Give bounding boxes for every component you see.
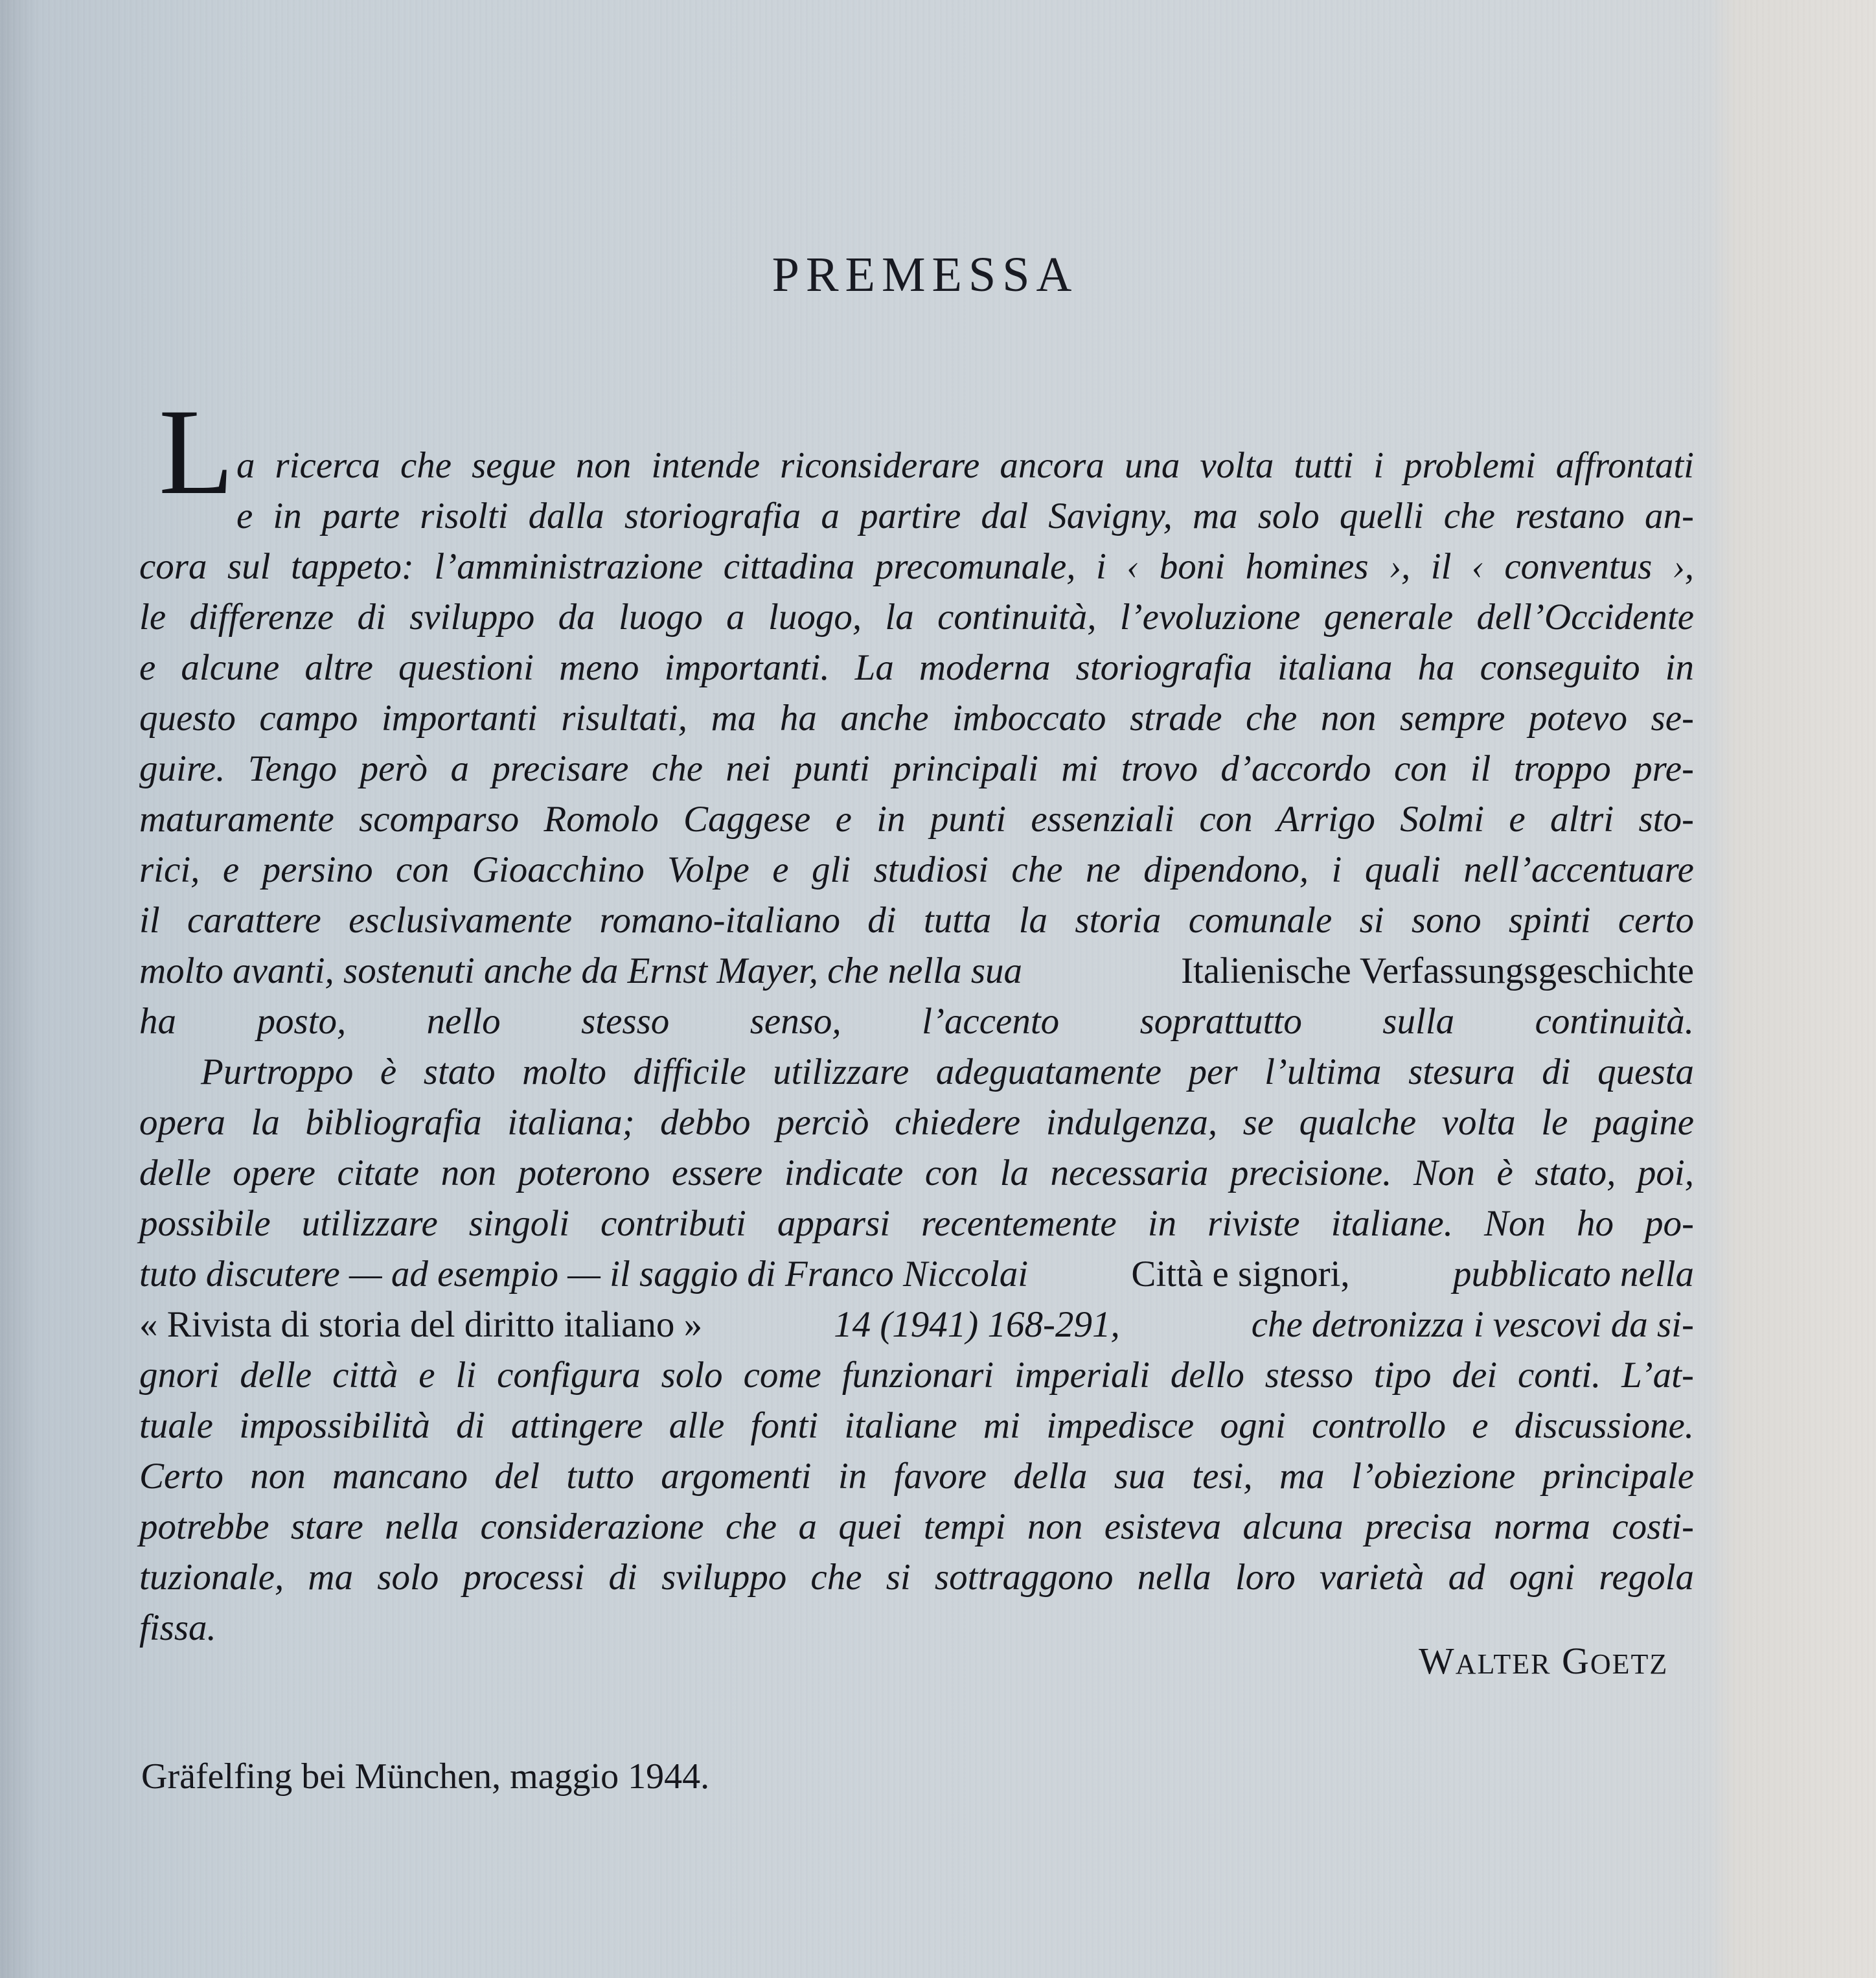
text-line: e alcune altre questioni meno importanti. La moderna storiografia italiana ha conseguito in (139, 647, 1694, 688)
text-line: cora sul tappeto: l’amministrazione cittadina precomunale, i ‹ boni homines ›, il ‹ conventus ›, (139, 546, 1694, 587)
place-and-date: Gräfelfing bei München, maggio 1944. (141, 1756, 710, 1797)
signature-initial: G (1561, 1640, 1590, 1682)
page-title: PREMESSA (772, 247, 1079, 302)
text-segment: che detronizza i vescovi da si- (1251, 1304, 1694, 1345)
text-line: a ricerca che segue non intende riconsiderare ancora una volta tutti i problemi affrontati (236, 445, 1694, 486)
signature-first-name: ALTER (1455, 1648, 1551, 1680)
text-line: delle opere citate non poterono essere indicate con la necessaria precisione. Non è stato, poi, (139, 1153, 1694, 1193)
essay-title: Città e signori, (1131, 1254, 1350, 1294)
text-line: tuale impossibilità di attingere alle fonti italiane mi impedisce ogni controllo e discussione. (139, 1405, 1694, 1446)
text-line: fissa. (139, 1607, 216, 1648)
text-line: le differenze di sviluppo da luogo a luogo, la continuità, l’evoluzione generale dell’Occidente (139, 597, 1694, 638)
author-signature (1419, 1639, 1668, 1683)
text-line (139, 946, 1694, 996)
text-line: opera la bibliografia italiana; debbo perciò chiedere indulgenza, se qualche volta le pagine (139, 1102, 1694, 1143)
journal-reference: 14 (1941) 168-291, (834, 1304, 1120, 1345)
text-segment: molto avanti, sostenuti anche da Ernst Mayer, che nella sua (139, 950, 1023, 991)
book-title: Italienische Verfassungsgeschichte (1181, 950, 1694, 991)
text-line: il carattere esclusivamente romano-italiano di tutta la storia comunale si sono spinti certo (139, 900, 1694, 941)
text-line (139, 1249, 1694, 1300)
text-line: Purtroppo è stato molto difficile utilizzare adeguatamente per l’ultima stesura di questa (201, 1052, 1694, 1092)
text-line: e in parte risolti dalla storiografia a partire dal Savigny, ma solo quelli che restano an- (236, 496, 1694, 536)
text-line: ha posto, nello stesso senso, l’accento soprattutto sulla continuità. (139, 1001, 1694, 1042)
text-line: questo campo importanti risultati, ma ha anche imboccato strade che non sempre potevo se- (139, 698, 1694, 739)
text-line: tuzionale, ma solo processi di sviluppo che si sottraggono nella loro varietà ad ogni regola (139, 1557, 1694, 1598)
signature-initial: W (1419, 1640, 1456, 1682)
text-line (139, 1300, 1694, 1350)
text-line: maturamente scomparso Romolo Caggese e in punti essenziali con Arrigo Solmi e altri sto- (139, 799, 1694, 840)
text-line: Certo non mancano del tutto argomenti in favore della sua tesi, ma l’obiezione principale (139, 1456, 1694, 1497)
text-segment: pubblicato nella (1452, 1254, 1694, 1294)
drop-cap: L (159, 384, 234, 520)
journal-title: « Rivista di storia del diritto italiano » (139, 1304, 703, 1345)
text-line: guire. Tengo però a precisare che nei punti principali mi trovo d’accordo con il troppo pre- (139, 748, 1694, 789)
text-line: potrebbe stare nella considerazione che a quei tempi non esisteva alcuna precisa norma costi- (139, 1506, 1694, 1547)
text-line: possibile utilizzare singoli contributi apparsi recentemente in riviste italiane. Non ho po- (139, 1203, 1694, 1244)
text-line: gnori delle città e li configura solo come funzionari imperiali dello stesso tipo dei conti. L’at- (139, 1355, 1694, 1396)
signature-last-name: OETZ (1590, 1648, 1669, 1680)
text-segment: tuto discutere — ad esempio — il saggio di Franco Niccolai (139, 1254, 1029, 1294)
text-line: rici, e persino con Gioacchino Volpe e gli studiosi che ne dipendono, i quali nell’accentuare (139, 849, 1694, 890)
